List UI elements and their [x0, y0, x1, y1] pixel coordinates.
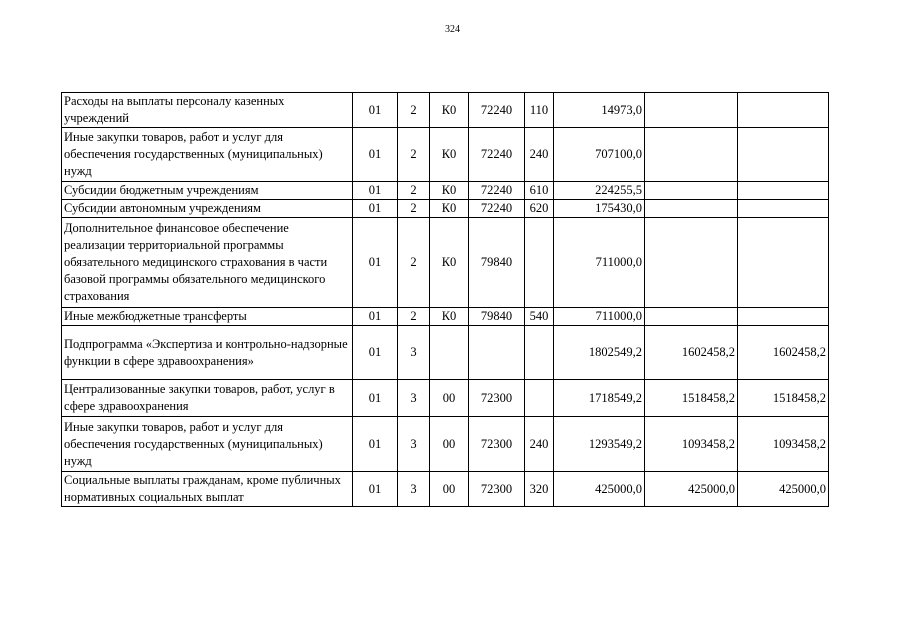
section-code: 01	[353, 417, 398, 472]
direction-code: 72300	[469, 417, 525, 472]
section-code: 01	[353, 380, 398, 417]
amount-year3: 1602458,2	[738, 326, 829, 380]
section-code: 01	[353, 472, 398, 507]
amount-year1: 14973,0	[554, 93, 645, 128]
table-row	[62, 308, 829, 326]
amount-year3	[738, 93, 829, 128]
section-code: 01	[353, 308, 398, 326]
expense-type-code: 240	[525, 128, 554, 182]
expense-type-code	[525, 218, 554, 308]
amount-year1: 707100,0	[554, 128, 645, 182]
row-name: Иные межбюджетные трансферты	[62, 308, 353, 326]
amount-year3	[738, 200, 829, 218]
program-code: К0	[430, 200, 469, 218]
table-row	[62, 326, 829, 380]
program-code: К0	[430, 128, 469, 182]
direction-code: 72300	[469, 380, 525, 417]
table-row	[62, 218, 829, 308]
amount-year1: 224255,5	[554, 182, 645, 200]
section-code: 01	[353, 218, 398, 308]
amount-year2: 1093458,2	[645, 417, 738, 472]
amount-year1: 175430,0	[554, 200, 645, 218]
program-code: К0	[430, 308, 469, 326]
expense-type-code: 110	[525, 93, 554, 128]
subsection-code: 2	[398, 218, 430, 308]
amount-year1: 1718549,2	[554, 380, 645, 417]
amount-year3	[738, 182, 829, 200]
amount-year2	[645, 182, 738, 200]
program-code	[430, 326, 469, 380]
amount-year2: 425000,0	[645, 472, 738, 507]
section-code: 01	[353, 182, 398, 200]
row-name: Иные закупки товаров, работ и услуг для обеспечения государственных (муниципальных) нужд	[62, 417, 353, 472]
page-number: 324	[445, 24, 460, 35]
amount-year2: 1518458,2	[645, 380, 738, 417]
amount-year2	[645, 128, 738, 182]
subsection-code: 3	[398, 472, 430, 507]
subsection-code: 2	[398, 128, 430, 182]
direction-code: 79840	[469, 218, 525, 308]
row-name: Субсидии автономным учреждениям	[62, 200, 353, 218]
program-code: К0	[430, 218, 469, 308]
row-name: Централизованные закупки товаров, работ, услуг в сфере здравоохранения	[62, 380, 353, 417]
subsection-code: 3	[398, 380, 430, 417]
expense-type-code: 320	[525, 472, 554, 507]
amount-year3	[738, 218, 829, 308]
subsection-code: 3	[398, 326, 430, 380]
direction-code	[469, 326, 525, 380]
subsection-code: 2	[398, 308, 430, 326]
subsection-code: 2	[398, 93, 430, 128]
table-row	[62, 380, 829, 417]
subsection-code: 3	[398, 417, 430, 472]
program-code: 00	[430, 472, 469, 507]
row-name: Субсидии бюджетным учреждениям	[62, 182, 353, 200]
table-row	[62, 472, 829, 507]
amount-year3: 1518458,2	[738, 380, 829, 417]
amount-year3	[738, 128, 829, 182]
subsection-code: 2	[398, 182, 430, 200]
amount-year1: 425000,0	[554, 472, 645, 507]
row-name: Иные закупки товаров, работ и услуг для обеспечения государственных (муниципальных) нужд	[62, 128, 353, 182]
expense-type-code	[525, 380, 554, 417]
amount-year2	[645, 218, 738, 308]
amount-year2	[645, 308, 738, 326]
amount-year1: 1802549,2	[554, 326, 645, 380]
amount-year2: 1602458,2	[645, 326, 738, 380]
section-code: 01	[353, 93, 398, 128]
amount-year2	[645, 200, 738, 218]
program-code: 00	[430, 417, 469, 472]
direction-code: 72240	[469, 182, 525, 200]
direction-code: 72240	[469, 128, 525, 182]
amount-year3: 425000,0	[738, 472, 829, 507]
program-code: 00	[430, 380, 469, 417]
table-row	[62, 128, 829, 182]
expense-type-code: 610	[525, 182, 554, 200]
table-row	[62, 417, 829, 472]
direction-code: 72240	[469, 200, 525, 218]
amount-year3: 1093458,2	[738, 417, 829, 472]
amount-year1: 711000,0	[554, 308, 645, 326]
table-body	[62, 93, 829, 507]
row-name: Подпрограмма «Экспертиза и контрольно-надзорные функции в сфере здравоохранения»	[62, 326, 353, 380]
direction-code: 72300	[469, 472, 525, 507]
expense-type-code: 540	[525, 308, 554, 326]
row-name: Расходы на выплаты персоналу казенных учреждений	[62, 93, 353, 128]
row-name: Дополнительное финансовое обеспечение реализации территориальной программы обязательного медицинского страхования в части базовой программы обязательного медицинского страхования	[62, 218, 353, 308]
direction-code: 72240	[469, 93, 525, 128]
direction-code: 79840	[469, 308, 525, 326]
amount-year3	[738, 308, 829, 326]
expense-type-code: 240	[525, 417, 554, 472]
section-code: 01	[353, 128, 398, 182]
table-row	[62, 93, 829, 128]
table-row	[62, 182, 829, 200]
budget-table	[61, 92, 829, 507]
program-code: К0	[430, 182, 469, 200]
section-code: 01	[353, 200, 398, 218]
section-code: 01	[353, 326, 398, 380]
table-row	[62, 200, 829, 218]
amount-year1: 1293549,2	[554, 417, 645, 472]
expense-type-code	[525, 326, 554, 380]
amount-year1: 711000,0	[554, 218, 645, 308]
expense-type-code: 620	[525, 200, 554, 218]
amount-year2	[645, 93, 738, 128]
row-name: Социальные выплаты гражданам, кроме публичных нормативных социальных выплат	[62, 472, 353, 507]
program-code: К0	[430, 93, 469, 128]
subsection-code: 2	[398, 200, 430, 218]
